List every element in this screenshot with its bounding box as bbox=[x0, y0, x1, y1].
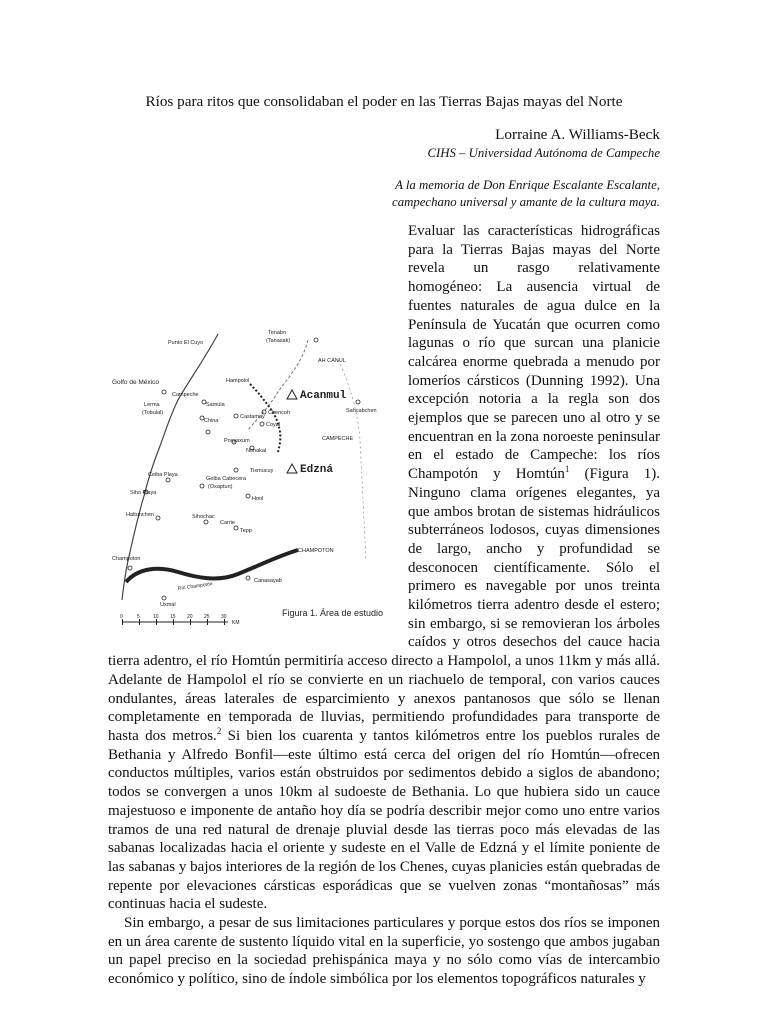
label-coyal: Coyal bbox=[266, 422, 281, 428]
label-gelba-cabecera: Gelba Cabecera bbox=[206, 476, 247, 482]
scale-unit: KM bbox=[232, 620, 240, 626]
paper-title: Ríos para ritos que consolidaban el poder en las Tierras Bajas mayas del Norte bbox=[145, 93, 623, 110]
scale-tick-15: 15 bbox=[170, 614, 176, 620]
edzna-triangle-icon bbox=[287, 464, 297, 473]
dedication-line-1: A la memoria de Don Enrique Escalante Escalante, bbox=[395, 178, 660, 192]
label-champoton-city: Champoton bbox=[112, 556, 141, 562]
scale-tick-20: 20 bbox=[187, 614, 193, 620]
label-sahcabchen: Sahcabchen bbox=[346, 408, 377, 414]
author-affiliation: CIHS – Universidad Autónoma de Campeche bbox=[427, 146, 660, 160]
scale-tick-25: 25 bbox=[204, 614, 210, 620]
map-svg bbox=[108, 320, 402, 636]
label-champoton-region: CHAMPOTON bbox=[298, 548, 334, 554]
author-name: Lorraine A. Williams-Beck bbox=[495, 126, 660, 143]
label-lerma-sub: (Tobulal) bbox=[142, 410, 164, 416]
dedication bbox=[320, 177, 660, 211]
scale-tick-0: 0 bbox=[120, 614, 123, 620]
label-canasayab: Canasayab bbox=[254, 578, 282, 584]
figure-caption: Figura 1. Área de estudio bbox=[282, 608, 384, 618]
label-carrie: Carrie bbox=[220, 520, 235, 526]
paragraph-1-part-2: (Figura 1). Ninguno clama orígenes elegantes, ya que ambos brotan de sistemas hidráulicos subterráneos lodosos, cuyas dimensiones de largo, ancho y profundidad se desconocen científicamente. Sólo el primero es navegable por unos treinta kilómetros tierra adentro desde el estero; sin embargo, si se removieran los árboles caídos y otros desechos del cauce hacia tierra adentro, el río Homtún permitiría acceso directo a Hampolol, a unos 11km y más allá. Adelante de Hampolol el río se convierte en un riachuelo de temporal, con varios cauces ondulantes, áreas laterales de esparcimiento y anexos pantanosos que sólo se llenan completamente en temporada de lluvias, permitiendo profundidades para transporte de hasta dos metros. bbox=[108, 466, 661, 744]
label-gelba-sub: (Oxaptun) bbox=[208, 484, 233, 490]
label-rio-champoton: Río Champotón bbox=[177, 581, 213, 592]
label-pocyaxum: Pocyaxum bbox=[224, 438, 250, 444]
label-lerma: Lerma bbox=[144, 402, 160, 408]
paragraph-2: Sin embargo, a pesar de sus limitaciones particulares y porque estos dos ríos se imponen en un área carente de sustento líquido vital en la superficie, yo sostengo que ambos jugaban un papel preciso en la sociedad prehispánica maya y no sólo como vías de intercambio económico y político, sino de índole simbólica por los elementos topográficos naturales y bbox=[108, 915, 660, 988]
label-golfo: Golfo de México bbox=[112, 379, 159, 386]
label-punto-cuyo: Punto El Cuyo bbox=[168, 340, 204, 346]
label-campeche: Campeche bbox=[172, 392, 199, 398]
label-hool: Hool bbox=[252, 496, 264, 502]
label-edzna: Edzná bbox=[300, 464, 334, 476]
dedication-line-2: campechano universal y amante de la cultura maya. bbox=[392, 195, 660, 209]
label-chencoh: Chencoh bbox=[268, 410, 291, 416]
figure-1-map bbox=[108, 320, 402, 636]
label-tepp: Tepp bbox=[240, 528, 252, 534]
label-siho-playa: Siho Playa bbox=[130, 490, 157, 496]
label-ceiba-playa: Ceiba Playa bbox=[148, 472, 178, 478]
label-hampolol: Hampolol bbox=[226, 378, 250, 384]
label-castamay: Castamay bbox=[240, 414, 265, 420]
label-tenabo-sub: (Tanasak) bbox=[266, 338, 291, 344]
label-tenabo: Tenabo bbox=[268, 330, 287, 336]
acanmul-triangle-icon bbox=[287, 390, 297, 399]
label-ah-canul: AH CANUL bbox=[318, 358, 346, 364]
label-china: China bbox=[204, 418, 219, 424]
label-sihochac: Sihochac bbox=[192, 514, 215, 520]
footnote-ref-1[interactable]: 1 bbox=[564, 464, 570, 475]
label-nohakal: Nohakal bbox=[246, 448, 267, 454]
footnote-ref-2[interactable]: 2 bbox=[216, 725, 222, 736]
scale-tick-5: 5 bbox=[137, 614, 140, 620]
scale-tick-10: 10 bbox=[153, 614, 159, 620]
label-acanmul: Acanmul bbox=[300, 390, 347, 402]
label-tixmucuy: Tixmucuy bbox=[250, 468, 274, 474]
paragraph-1-part-1: Evaluar las características hidrográficas para la Tierras Bajas mayas del Norte revela un rasgo relativamente homogéneo: La ausencia virtual de fuentes naturales de agua dulce en la Península de Yucatán que ocurren como lagunas o río que surcan una planicie calcárea enorme quebrada a menudo por lomeríos cársticos (Dunning 1992). Una excepción notoria a la regla son dos ejemplos que se parecen uno al otro y se encuentran en la zona noroeste peninsular en el estado de Campeche: los ríos Champotón y Homtún bbox=[408, 223, 660, 483]
scale-tick-30: 30 bbox=[221, 614, 227, 620]
label-campeche-state: CAMPECHE bbox=[322, 436, 354, 442]
paragraph-1-part-3: Si bien los cuarenta y tantos kilómetros entre los pueblos rurales de Bethania y Alfredo Bonfil—este último está cerca del origen del río Homtún—ofrecen conductos múltiples, varios están obstruidos por sedimentos debido a siglos de abandono; todos se convergen a unos 10km al sudoeste de Bethania. Lo que hubiera sido un cauce majestuoso e imponente de antaño hoy día se podría describir mejor como uno entre varios tramos de una red natural de drenaje pluvial desde las tierras poco más elevadas de las sabanas localizadas hacia el oriente y sudeste en el Valle de Edzná y el límite poniente de las sabanas y bajos interiores de la región de los Chenes, cuyas planicies están quebradas de repente por elevaciones cársticas esporádicas que se vuelven zonas “montañosas” más continuas hacia el sudeste. bbox=[108, 727, 660, 913]
label-haltunchen: Haltunchen bbox=[126, 512, 154, 518]
label-samula: Samula bbox=[206, 402, 225, 408]
label-uxmal: Uxmal bbox=[160, 602, 176, 608]
